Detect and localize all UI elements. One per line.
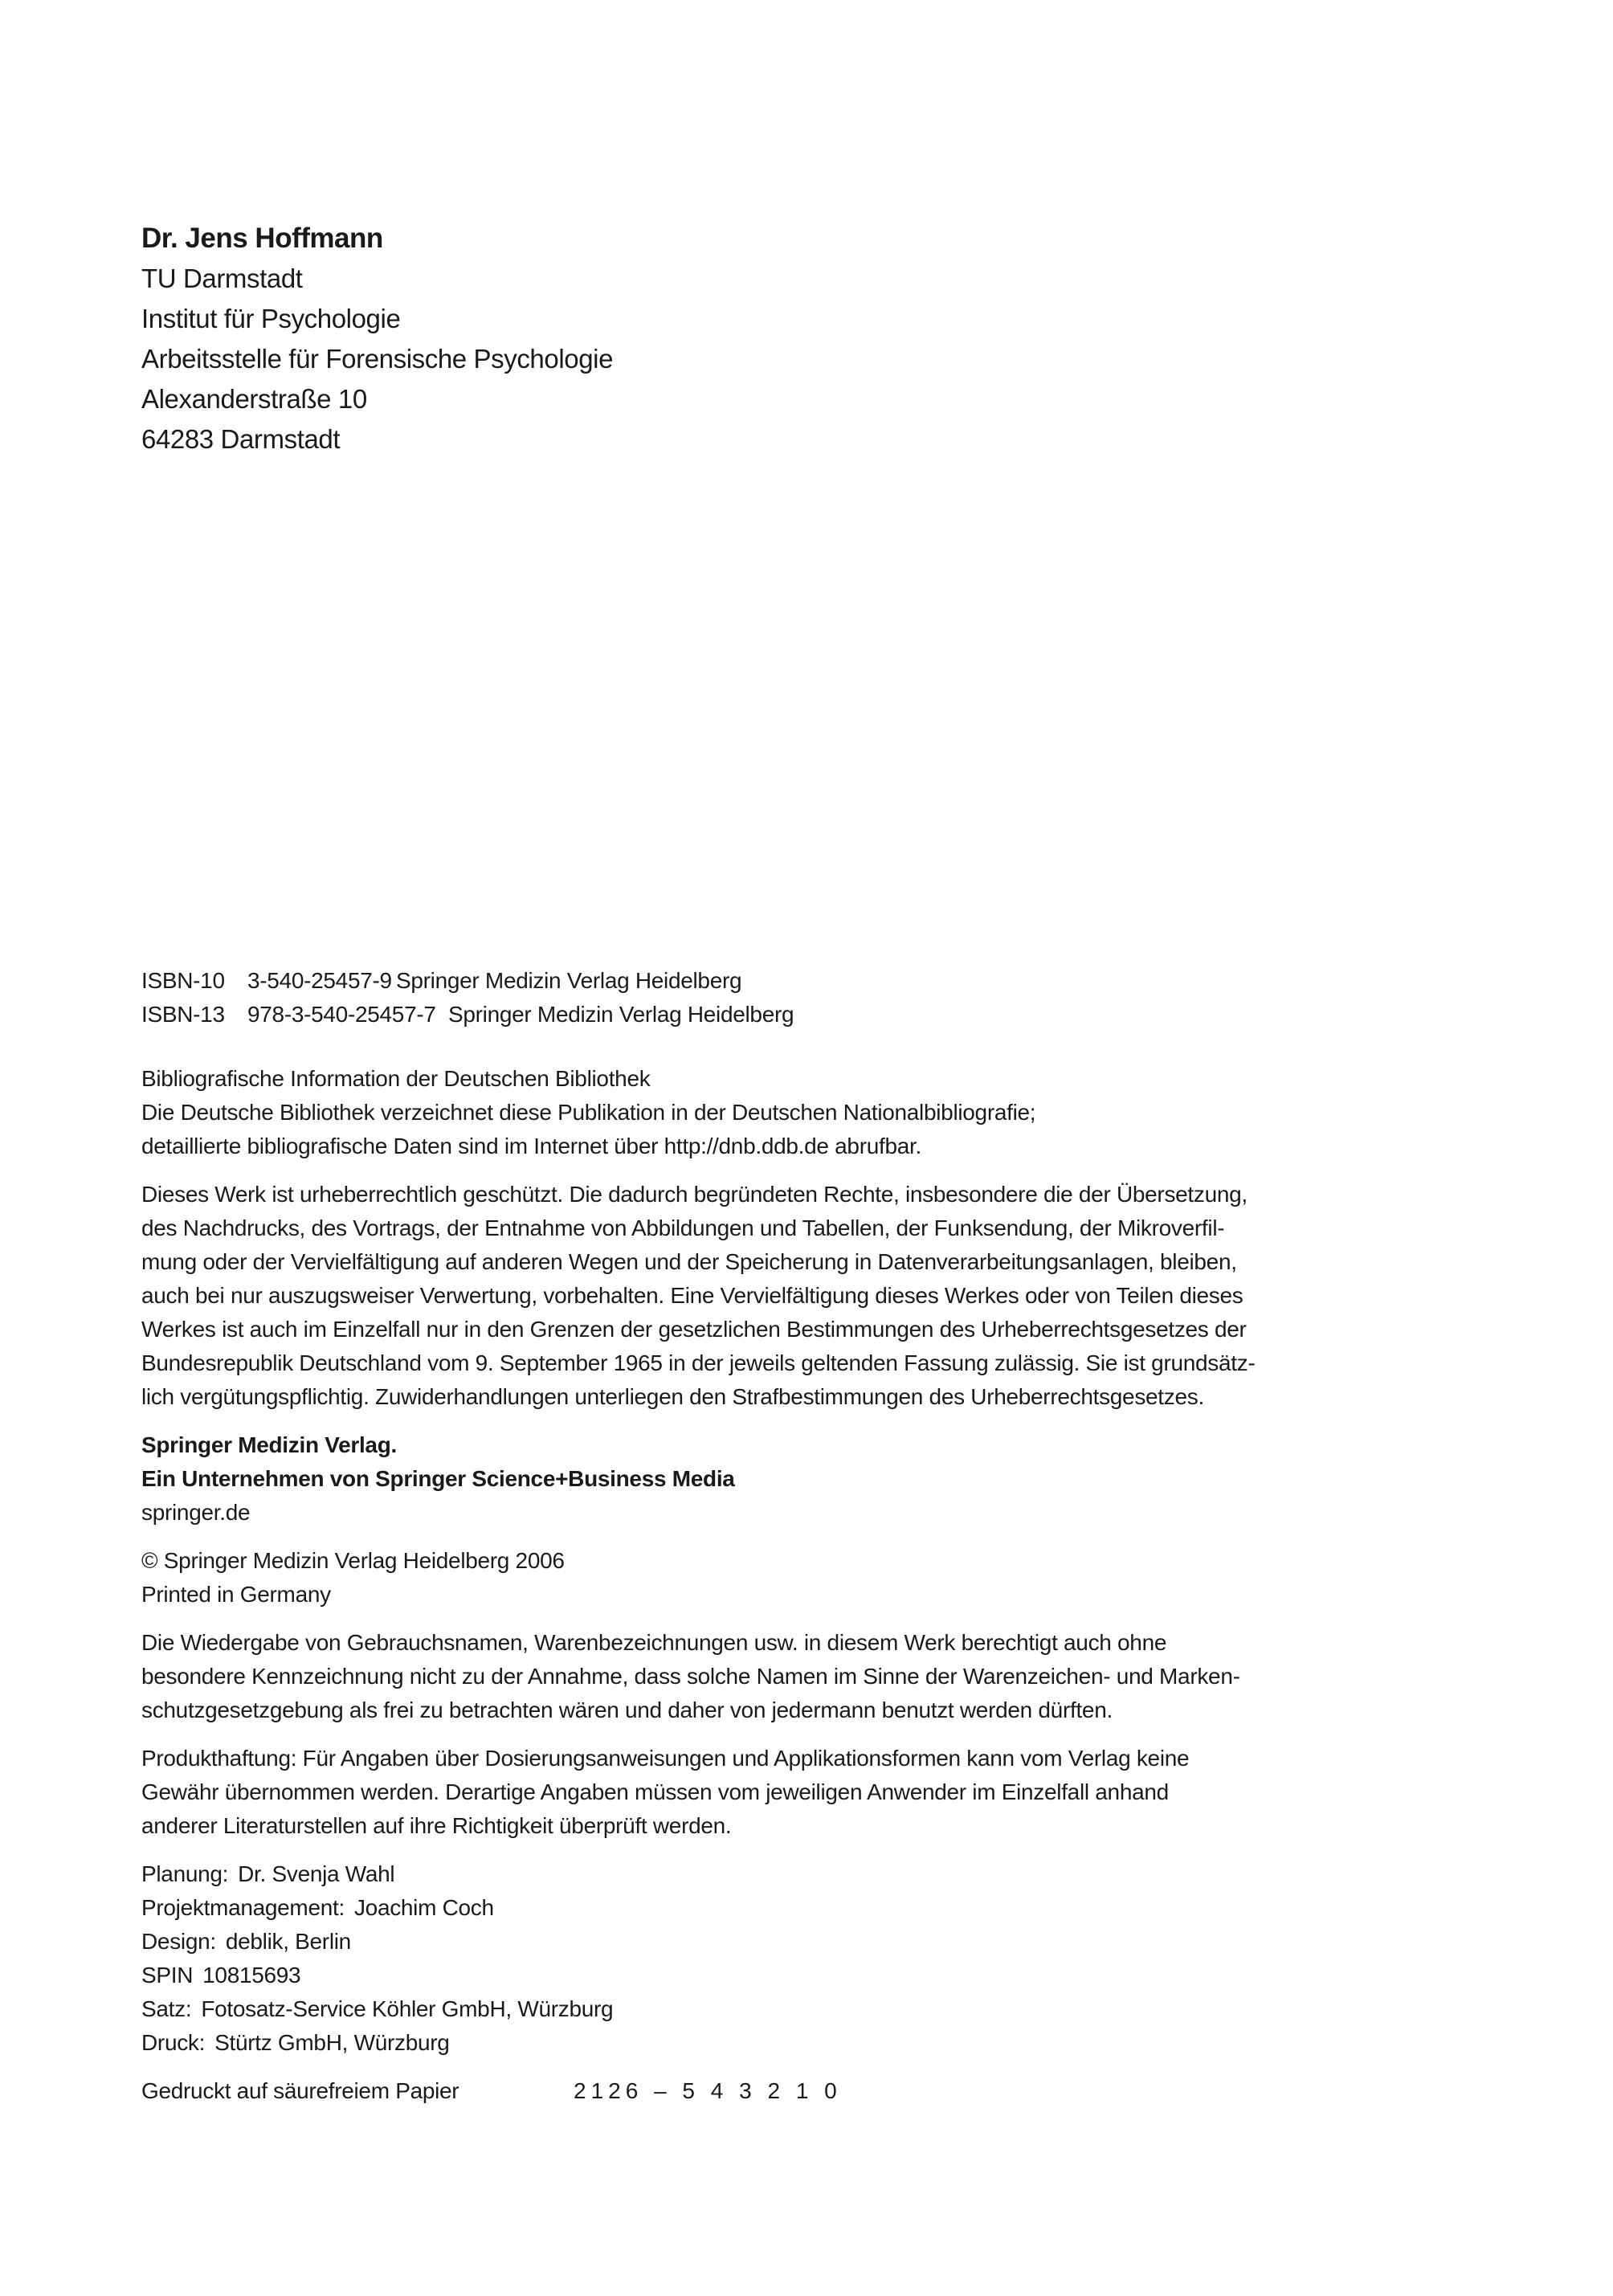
isbn-13-number: 978-3-540-25457-7: [247, 1002, 436, 1027]
copyright-line: © Springer Medizin Verlag Heidelberg 2006: [141, 1548, 565, 1573]
isbn-10-row: [141, 964, 1346, 998]
isbn-10-label: ISBN-10: [141, 968, 225, 993]
author-department: Arbeitsstelle für Forensische Psychologie: [141, 344, 614, 374]
author-name: Dr. Jens Hoffmann: [141, 223, 383, 254]
publisher-name: Springer Medizin Verlag.: [141, 1432, 397, 1457]
bibliography-line: Die Deutsche Bibliothek verzeichnet diese Publikation in der Deutschen Nationalbibliografie;: [141, 1100, 1036, 1125]
credit-satz: [141, 1992, 1346, 2026]
isbn-13-label: ISBN-13: [141, 1002, 225, 1027]
copyright-notice: [141, 1178, 1346, 1414]
credit-label: Druck:: [141, 2030, 206, 2055]
copyright-notice-line: Werkes ist auch im Einzelfall nur in den Grenzen der gesetzlichen Bestimmungen des Urheberrechtsgesetzes der: [141, 1317, 1247, 1342]
author-institute: Institut für Psychologie: [141, 304, 401, 333]
liability-notice-line: Gewähr übernommen werden. Derartige Angaben müssen vom jeweiligen Anwender im Einzelfall anhand: [141, 1779, 1169, 1804]
author-institution: TU Darmstadt: [141, 264, 303, 293]
isbn-10-number: 3-540-25457-9: [247, 968, 392, 993]
printing-row: [141, 2074, 1346, 2108]
liability-notice-line: Produkthaftung: Für Angaben über Dosierungsanweisungen und Applikationsformen kann vom Verlag keine: [141, 1746, 1190, 1771]
liability-notice-line: anderer Literaturstellen auf ihre Richtigkeit überprüft werden.: [141, 1813, 732, 1838]
trademark-notice-line: besondere Kennzeichnung nicht zu der Annahme, dass solche Namen im Sinne der Warenzeichen- und Marken-: [141, 1664, 1240, 1689]
credit-value: Dr. Svenja Wahl: [238, 1861, 395, 1886]
print-code: 2126 – 5 4 3 2 1 0: [574, 2078, 842, 2103]
credit-druck: [141, 2026, 1346, 2060]
copyright-notice-line: Dieses Werk ist urheberrechtlich geschützt. Die dadurch begründeten Rechte, insbesondere die der Übersetzung,: [141, 1182, 1248, 1207]
credit-value: 10815693: [202, 1963, 301, 1988]
credit-value: Stürtz GmbH, Würzburg: [214, 2030, 450, 2055]
publisher-website: springer.de: [141, 1500, 251, 1525]
copyright-notice-line: des Nachdrucks, des Vortrags, der Entnahme von Abbildungen und Tabellen, der Funksendung, der Mikroverfil-: [141, 1215, 1225, 1240]
publisher-tagline: Ein Unternehmen von Springer Science+Business Media: [141, 1466, 735, 1491]
credit-label: Satz:: [141, 1996, 192, 2021]
copyright-notice-line: mung oder der Vervielfältigung auf anderen Wegen und der Speicherung in Datenverarbeitungsanlagen, bleiben,: [141, 1249, 1237, 1274]
credit-label: SPIN: [141, 1963, 194, 1988]
copyright-notice-line: Bundesrepublik Deutschland vom 9. September 1965 in der jeweils geltenden Fassung zulässig. Sie ist grundsätz-: [141, 1350, 1256, 1375]
credit-label: Projektmanagement:: [141, 1895, 345, 1920]
isbn-13-publisher: Springer Medizin Verlag Heidelberg: [448, 1002, 794, 1027]
credit-planung: [141, 1857, 1346, 1891]
credit-value: Fotosatz-Service Köhler GmbH, Würzburg: [201, 1996, 614, 2021]
copyright-notice-line: auch bei nur auszugsweiser Verwertung, vorbehalten. Eine Vervielfältigung dieses Werkes oder von Teilen dieses: [141, 1283, 1243, 1308]
trademark-notice-line: Die Wiedergabe von Gebrauchsnamen, Warenbezeichnungen usw. in diesem Werk berechtigt auch ohne: [141, 1630, 1167, 1655]
copyright-notice-line: lich vergütungspflichtig. Zuwiderhandlungen unterliegen den Strafbestimmungen des Urheberrechtsgesetzes.: [141, 1384, 1204, 1409]
credits-block: [141, 1857, 1346, 2060]
printed-in: Printed in Germany: [141, 1582, 331, 1607]
credit-label: Planung:: [141, 1861, 229, 1886]
credit-design: [141, 1925, 1346, 1959]
publisher-block: [141, 1428, 1346, 1530]
author-city: 64283 Darmstadt: [141, 424, 341, 454]
bibliography-heading: Bibliografische Information der Deutschen Bibliothek: [141, 1066, 651, 1091]
paper-note: Gedruckt auf säurefreiem Papier: [141, 2078, 459, 2103]
trademark-notice-line: schutzgesetzgebung als frei zu betrachten wären und daher von jedermann benutzt werden dürften.: [141, 1697, 1113, 1722]
credit-value: Joachim Coch: [353, 1895, 494, 1920]
isbn-13-row: [141, 998, 1346, 1032]
copyright-block: [141, 1544, 1346, 1612]
isbn-10-publisher: Springer Medizin Verlag Heidelberg: [396, 968, 742, 993]
author-street: Alexanderstraße 10: [141, 384, 367, 414]
author-block: [141, 219, 1346, 460]
credit-projektmanagement: [141, 1891, 1346, 1925]
imprint-block: [141, 964, 1346, 2108]
bibliography-line: detaillierte bibliografische Daten sind im Internet über http://dnb.ddb.de abrufbar.: [141, 1134, 921, 1158]
credit-label: Design:: [141, 1929, 216, 1954]
trademark-notice: [141, 1626, 1346, 1727]
credit-spin: [141, 1959, 1346, 1992]
credit-value: deblik, Berlin: [225, 1929, 351, 1954]
bibliography-notice: [141, 1062, 1346, 1163]
liability-notice: [141, 1742, 1346, 1843]
